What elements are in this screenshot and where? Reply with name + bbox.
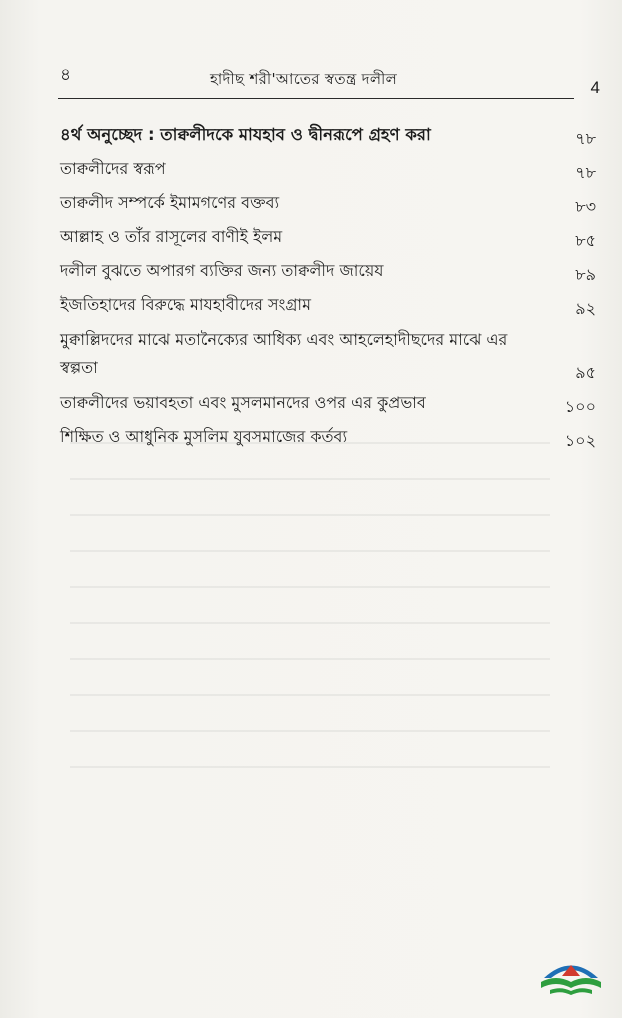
toc-row [60,254,596,288]
toc-entry-label: আল্লাহ ও তাঁর রাসূলের বাণীই ইলম [60,227,283,246]
publisher-logo-icon [536,948,606,998]
header-rule [58,98,574,99]
toc-entry-label: ইজতিহাদের বিরুদ্ধে মাযহাবীদের সংগ্রাম [60,295,311,314]
toc-entry-label: শিক্ষিত ও আধুনিক মুসলিম যুবসমাজের কর্তব্য [60,427,348,446]
toc-entry-page: ৯২ [575,299,596,318]
page-number-bengali: ৪ [60,65,72,85]
toc-entry-label: মুক্বাল্লিদদের মাঝে মতানৈক্যের আধিক্য এবং আহলেহাদীছদের মাঝে এর স্বল্পতা [60,330,508,377]
toc-entry-page: ৯৫ [575,363,596,382]
toc-entry-label: তাক্বলীদের স্বরূপ [60,159,166,178]
toc-chapter-row [60,118,596,152]
toc-entry-page: ৮৯ [575,265,596,284]
show-through-text [70,420,550,800]
toc-row [60,186,596,220]
toc-entry-page: ৭৮ [575,129,596,148]
toc-row [60,220,596,254]
page-number-latin: 4 [590,78,600,97]
toc-row [60,322,596,386]
toc-entry-page: ৮৫ [575,231,596,250]
toc-entry-page: ১০০ [564,397,596,416]
toc-entry-page: ১০২ [564,431,596,450]
toc-entry-label: তাক্বলীদ সম্পর্কে ইমামগণের বক্তব্য [60,193,280,212]
toc-row [60,386,596,420]
toc-entry-page: ৮৩ [575,197,596,216]
toc-entry-label: ৪র্থ অনুচ্ছেদ : তাক্বলীদকে মাযহাব ও দ্বীনরূপে গ্রহণ করা [60,125,431,144]
page-header [60,62,600,102]
toc-row [60,152,596,186]
toc-entry-label: তাক্বলীদের ভয়াবহতা এবং মুসলমানদের ওপর এর কুপ্রভাব [60,393,426,412]
table-of-contents [60,118,596,454]
toc-entry-label: দলীল বুঝতে অপারগ ব্যক্তির জন্য তাক্বলীদ জায়েয [60,261,384,280]
running-title: হাদীছ শরী'আতের স্বতন্ত্র দলীল [210,70,398,88]
toc-entry-page: ৭৮ [575,163,596,182]
toc-row [60,288,596,322]
